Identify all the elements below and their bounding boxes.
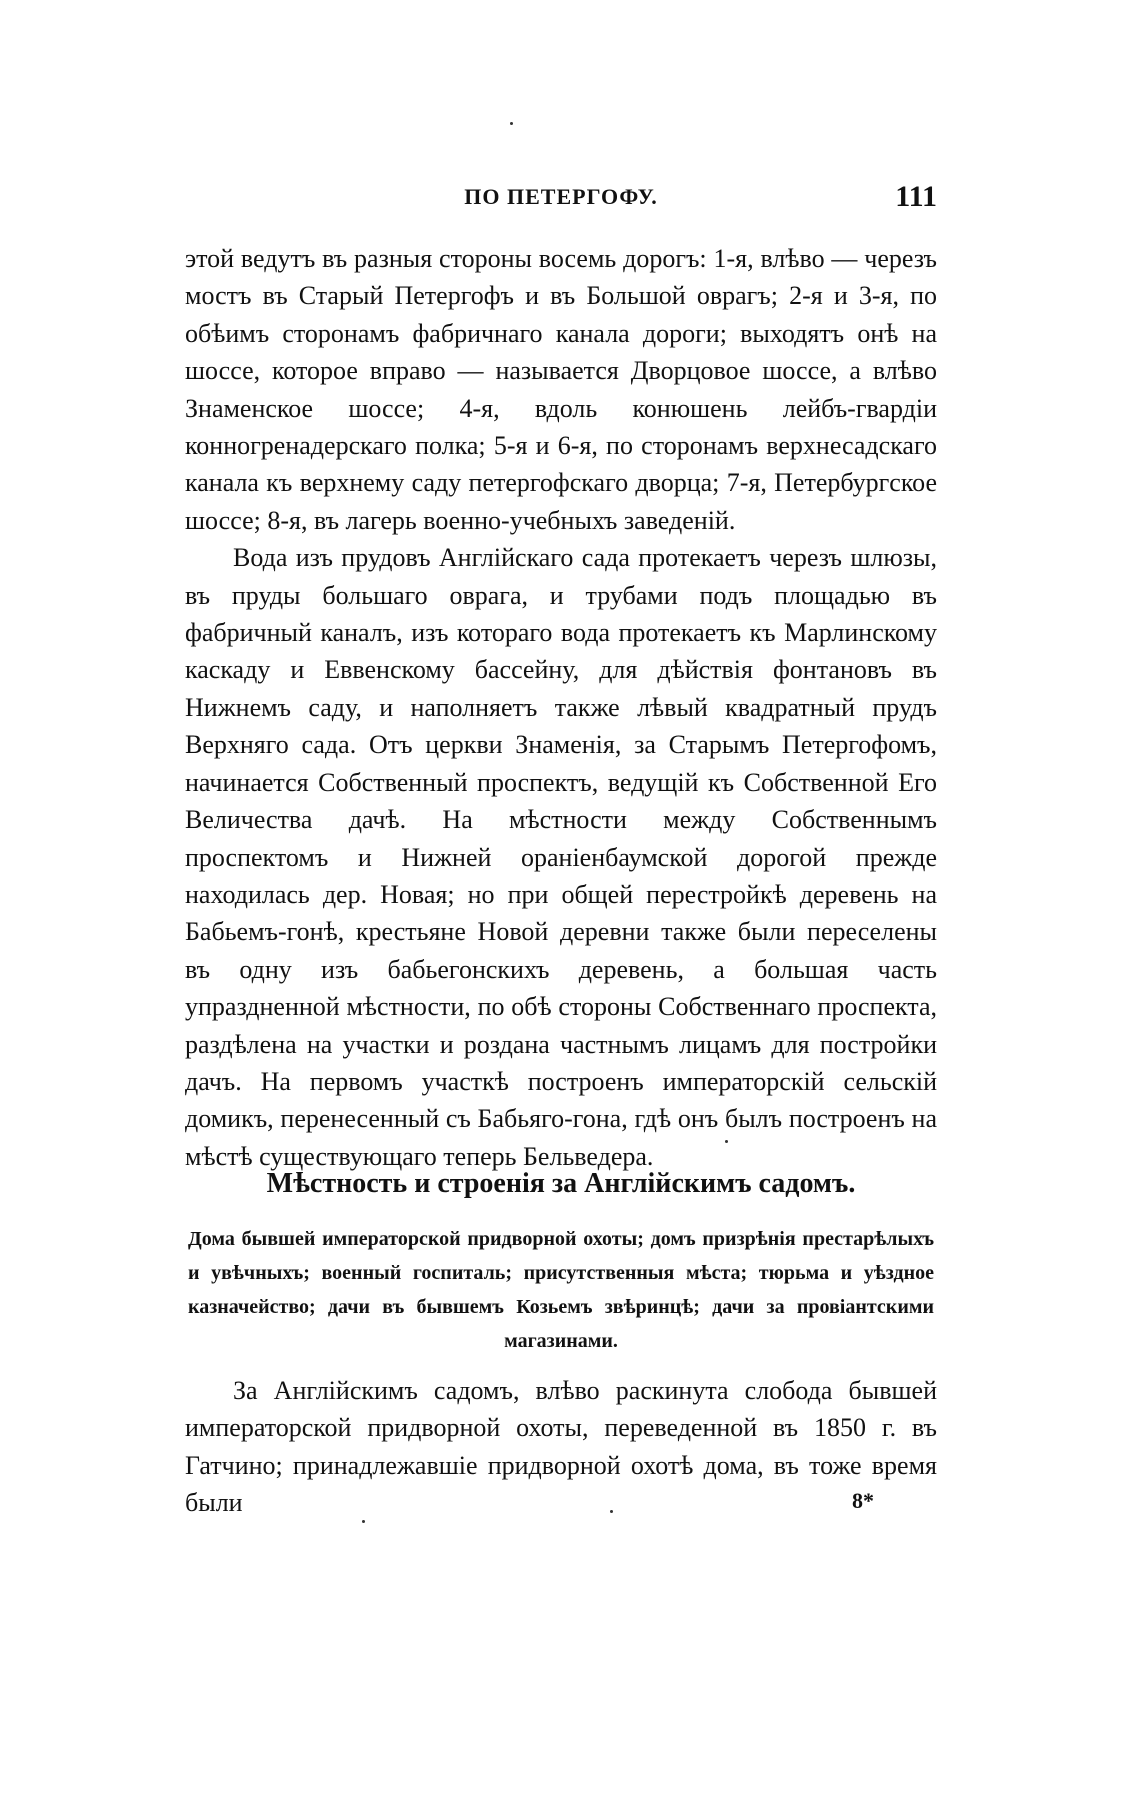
page-number: 111	[895, 180, 937, 213]
section-text	[185, 1372, 937, 1522]
ink-speck	[725, 1140, 728, 1143]
page-header	[185, 180, 937, 220]
ink-speck	[610, 1510, 613, 1513]
section-summary: Дома бывшей императорской придворной охоты; домъ призрѣнія престарѣлыхъ и увѣчныхъ; военный госпиталь; присутственныя мѣста; тюрьма и уѣздное казначейство; дачи въ бывшемъ Козьемъ звѣринцѣ; дачи за провіантскими магазинами.	[188, 1228, 934, 1352]
main-text	[185, 240, 937, 1175]
paragraph-2: Вода изъ прудовъ Англійскаго сада протекаетъ черезъ шлюзы, въ пруды большаго оврага, и трубами подъ площадью въ фабричный каналъ, изъ котораго вода протекаетъ къ Марлинскому каскаду и Еввенскому бассейну, для дѣйствія фонтановъ въ Нижнемъ саду, и наполняетъ также лѣвый квадратный прудъ Верхняго сада. Отъ церкви Знаменія, за Старымъ Петергофомъ, начинается Собственный проспектъ, ведущій къ Собственной Его Величества дачѣ. На мѣстности между Собственнымъ проспектомъ и Нижней ораніенбаумской дорогой прежде находилась дер. Новая; но при общей перестройкѣ деревень на Бабьемъ-гонѣ, крестьяне Новой деревни также были переселены въ одну изъ бабьегонскихъ деревень, а большая часть упраздненной мѣстности, по обѣ стороны Собственнаго проспекта, раздѣлена на участки и роздана частнымъ лицамъ для постройки дачъ. На первомъ участкѣ построенъ императорскій сельскій домикъ, перенесенный съ Бабьяго-гона, гдѣ онъ былъ построенъ на мѣстѣ существующаго теперь Бельведера.	[185, 543, 937, 1171]
signature-mark: 8*	[852, 1488, 874, 1513]
paragraph-1: этой ведутъ въ разныя стороны восемь дорогъ: 1-я, влѣво — черезъ мостъ въ Старый Петергофъ и въ Большой оврагъ; 2-я и 3-я, по обѣимъ сторонамъ фабричнаго канала дороги; выходятъ онѣ на шоссе, которое вправо — называется Дворцовое шоссе, а влѣво Знаменское шоссе; 4-я, вдоль конюшень лейбъ-гвардіи конногренадерскаго полка; 5-я и 6-я, по сторонамъ верхнесадскаго канала къ верхнему саду петергофскаго дворца; 7-я, Петербургское шоссе; 8-я, въ лагерь военно-учебныхъ заведеній.	[185, 244, 937, 535]
ink-speck	[510, 122, 513, 125]
ink-speck	[362, 1520, 365, 1523]
section-paragraph: За Англійскимъ садомъ, влѣво раскинута слобода бывшей императорской придворной охоты, переведенной въ 1850 г. въ Гатчино; принадлежавшіе придворной охотѣ дома, въ тоже время были	[185, 1376, 937, 1518]
running-title: ПО ПЕТЕРГОФУ.	[464, 184, 658, 209]
section-title: Мѣстность и строенія за Англійскимъ садомъ.	[266, 1168, 856, 1199]
